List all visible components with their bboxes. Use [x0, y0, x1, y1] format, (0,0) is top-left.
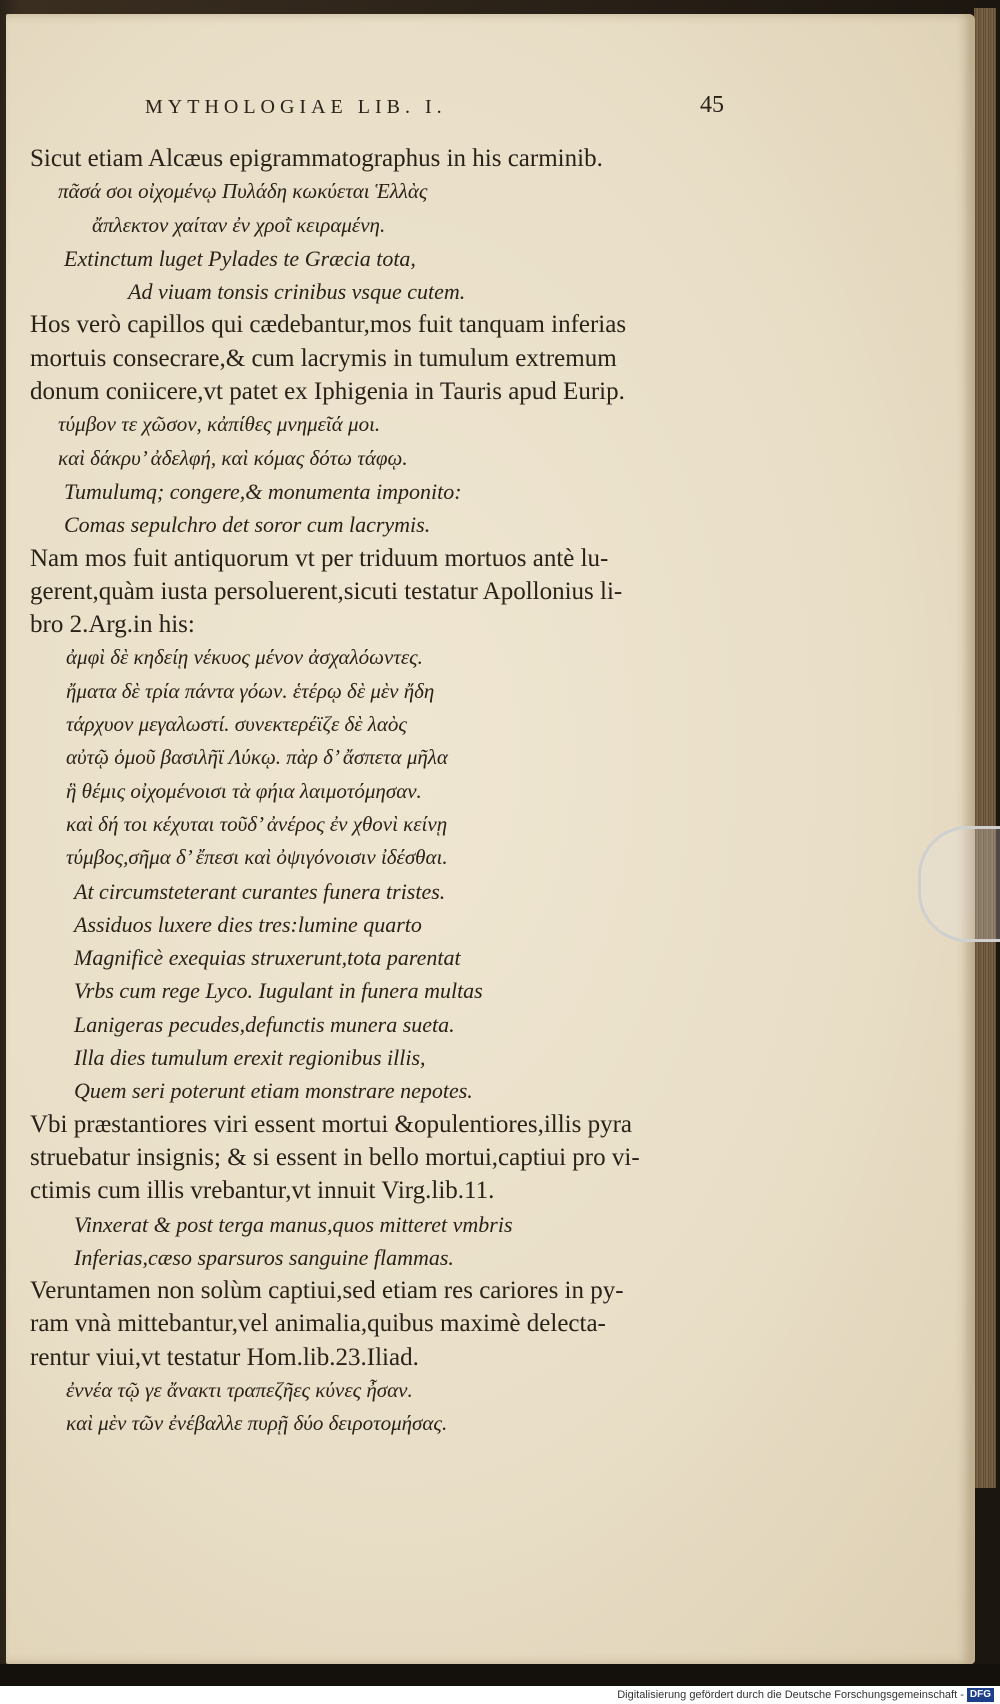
text-line: rentur viui,vt testatur Hom.lib.23.Iliad.: [30, 1343, 419, 1371]
greek-line: ἐννέα τῷ γε ἄνακτι τραπεζῆες κύνες ἦσαν.: [66, 1377, 413, 1402]
page-clip: [918, 826, 1000, 942]
verse-line: Extinctum luget Pylades te Græcia tota,: [64, 245, 416, 271]
text-line: Nam mos fuit antiquorum vt per triduum mortuos antè lu-: [30, 544, 609, 572]
greek-line: καὶ μὲν τῶν ἐνέβαλλε πυρῇ δύο δειροτομήσας.: [66, 1411, 448, 1436]
greek-line: καὶ δή τοι κέχυται τοῦδ’ ἀνέρος ἐν χθονὶ κείνῃ: [66, 811, 448, 836]
text-line: Hos verò capillos qui cædebantur,mos fuit tanquam inferias: [30, 311, 627, 339]
verse-line: Quem seri poterunt etiam monstrare nepotes.: [74, 1078, 473, 1104]
verse-line: Ad viuam tonsis crinibus vsque cutem.: [128, 279, 466, 305]
text-line: gerent,quàm iusta persoluerent,sicuti testatur Apollonius li-: [30, 577, 623, 605]
text-line: Sicut etiam Alcæus epigrammatographus in his carminib.: [30, 145, 603, 172]
text-line: ram vnà mittebantur,vel animalia,quibus maximè delecta-: [30, 1310, 606, 1338]
greek-line: ἀμφὶ δὲ κηδείῃ νέκυος μένον ἀσχαλόωντες.: [66, 645, 423, 670]
dfg-logo: DFG: [967, 1688, 994, 1702]
greek-line: τάρχυον μεγαλωστί. συνεκτερέϊζε δὲ λαὸς: [66, 712, 407, 737]
book-fore-edge: [974, 8, 996, 1488]
greek-line: ἤματα δὲ τρία πάντα γόων. ἑτέρῳ δὲ μὲν ἤδη: [66, 678, 435, 703]
greek-line: πᾶσά σοι οἰχομένῳ Πυλάδη κωκύεται Ἑλλὰς: [58, 179, 428, 204]
page-text: [30, 142, 750, 1441]
credit-text: Digitalisierung gefördert durch die Deutsche Forschungsgemeinschaft -: [617, 1689, 964, 1701]
verse-line: Inferias,cæso sparsuros sanguine flammas.: [74, 1244, 454, 1270]
text-line: mortuis consecrare,& cum lacrymis in tumulum extremum: [30, 344, 617, 372]
verse-line: Vrbs cum rege Lyco. Iugulant in funera multas: [74, 978, 483, 1004]
text-line: struebatur insignis; & si essent in bello mortui,captiui pro vi-: [30, 1143, 640, 1171]
text-line: bro 2.Arg.in his:: [30, 611, 195, 639]
greek-line: αὐτῷ ὁμοῦ βασιλῆϊ Λύκῳ. πὰρ δ’ ἄσπετα μῆλα: [66, 745, 448, 770]
verse-line: Magnificè exequias struxerunt,tota parentat: [74, 945, 461, 971]
greek-line: τύμβος,σῆμα δ’ ἔπεσι καὶ ὀψιγόνοισιν ἰδέσθαι.: [66, 845, 448, 870]
verse-line: Vinxerat & post terga manus,quos mitteret vmbris: [74, 1211, 513, 1237]
greek-line: τύμβον τε χῶσον, κἀπίθες μνημεῖά μοι.: [58, 412, 381, 437]
verse-line: Lanigeras pecudes,defunctis munera sueta.: [74, 1011, 455, 1037]
verse-line: Comas sepulchro det soror cum lacrymis.: [64, 512, 431, 538]
greek-line: ἄπλεκτον χαίταν ἐν χροῒ κειραμένη.: [92, 212, 386, 237]
greek-line: ἣ θέμις οἰχομένοισι τὰ φήια λαιμοτόμησαν.: [66, 778, 422, 803]
text-line: Veruntamen non solùm captiui,sed etiam res cariores in py-: [30, 1277, 624, 1305]
text-line: Vbi præstantiores viri essent mortui &opulentiores,illis pyra: [30, 1110, 633, 1138]
verse-line: Illa dies tumulum erexit regionibus illis,: [74, 1045, 426, 1071]
verse-line: At circumsteterant curantes funera tristes.: [74, 878, 446, 904]
digitization-credit: [0, 1686, 1000, 1704]
verse-line: Assiduos luxere dies tres:lumine quarto: [74, 911, 422, 937]
text-line: ctimis cum illis vrebantur,vt innuit Virg.lib.11.: [30, 1177, 495, 1205]
verse-line: Tumulumq; congere,& monumenta imponito:: [64, 478, 462, 504]
greek-line: καὶ δάκρυ’ ἀδελφή, καὶ κόμας δότω τάφῳ.: [58, 445, 408, 470]
text-line: donum coniicere,vt patet ex Iphigenia in Tauris apud Eurip.: [30, 378, 625, 406]
running-title: MYTHOLOGIAE LIB. I.: [145, 96, 447, 118]
page-number: 45: [700, 92, 724, 118]
